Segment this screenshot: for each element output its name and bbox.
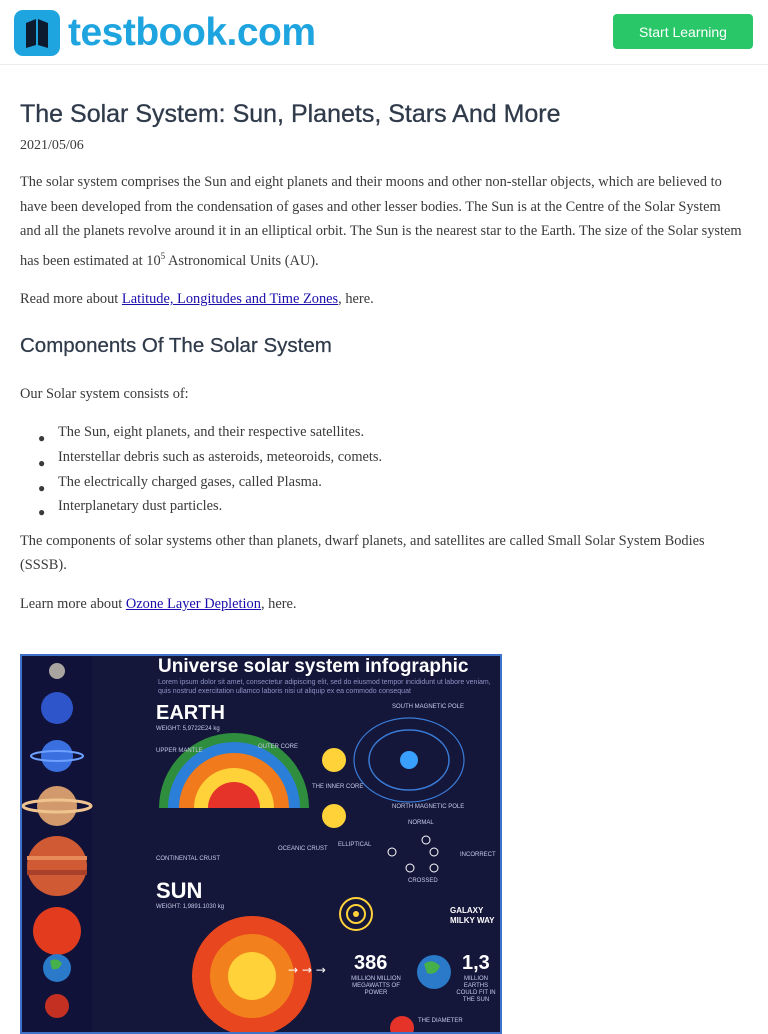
site-logo[interactable] [14, 10, 316, 56]
earths-stat: 1,3 [462, 952, 490, 974]
sun-small-icon [33, 907, 81, 955]
exponent: 5 [160, 250, 166, 261]
list-item: ● The Sun, eight planets, and their respective satellites. [20, 420, 742, 445]
incorrect-orbit-label: INCORRECT [460, 852, 496, 858]
start-learning-button[interactable]: Start Learning [613, 14, 753, 49]
earths-caption: MILLION EARTHS COULD FIT IN THE SUN [456, 976, 496, 1003]
learn-more-paragraph: Learn more about Ozone Layer Depletion, here. [20, 595, 297, 612]
list-item: ● Interstellar debris such as asteroids, meteoroids, comets. [20, 445, 742, 470]
venus-icon [41, 692, 73, 724]
earth-weight: WEIGHT: 5,9722E24 kg [156, 726, 220, 732]
bullet-icon: ● [38, 431, 46, 446]
continental-crust-label: CONTINENTAL CRUST [156, 856, 221, 862]
inner-core-label: THE INNER CORE [312, 784, 364, 790]
north-pole-label: NORTH MAGNETIC POLE [392, 804, 465, 810]
bullet-icon: ● [38, 480, 46, 495]
latitude-longitudes-link[interactable]: Latitude, Longitudes and Time Zones [121, 291, 339, 308]
saturn-icon [37, 786, 77, 826]
components-list [20, 420, 742, 518]
logo-text: testbook.com [68, 11, 316, 54]
article [20, 98, 742, 617]
site-header [0, 0, 768, 65]
normal-orbit-label: NORMAL [408, 820, 434, 826]
article-title: The Solar System: Sun, Planets, Stars And More [20, 100, 561, 128]
mars-icon [45, 994, 69, 1018]
south-pole-label: SOUTH MAGNETIC POLE [392, 704, 465, 710]
neptune-icon [41, 740, 73, 772]
intro-paragraph: The solar system comprises the Sun and eight planets and their moons and other non-stellar objects, which are believed to have been developed from the condensation of gases and other lesser bodies. The Sun is at the Centre of the Solar System and all the planets revolve around it in an elliptical orbit. The Sun is the nearest star to the Earth. The size of the Solar system has been estimated at $10^5$ Astronomical Units (AU). [20, 174, 742, 269]
diameter-label: THE DIAMETER [418, 1018, 463, 1024]
list-item: ● The electrically charged gases, called Plasma. [20, 470, 742, 495]
oceanic-crust-label: OCEANIC CRUST [278, 846, 328, 852]
outer-core-label: OUTER CORE [258, 744, 299, 750]
jupiter-icon [27, 836, 87, 896]
magnetic-field-icon [400, 751, 418, 769]
consists-of-text: Our Solar system consists of: [20, 385, 189, 402]
infographic-art [22, 656, 500, 1032]
sun-weight: WEIGHT: 1,9891.1030 kg [156, 904, 225, 910]
ozone-layer-link[interactable]: Ozone Layer Depletion [125, 595, 261, 612]
testbook-logo-icon [14, 10, 60, 56]
mercury-icon [49, 663, 65, 679]
bullet-icon: ● [38, 455, 46, 470]
upper-mantle-label: UPPER MANTLE [156, 748, 203, 754]
crossed-orbit-label: CROSSED [408, 878, 438, 884]
svg-text:→ → →: → → → [288, 963, 326, 977]
bullet-icon: ● [38, 505, 46, 520]
power-stat: 386 [354, 952, 388, 974]
list-item: ● Interplanetary dust particles. [20, 494, 742, 519]
read-more-paragraph: Read more about Latitude, Longitudes and Time Zones, here. [20, 291, 374, 308]
sssb-paragraph: The components of solar systems other than planets, dwarf planets, and satellites are called Small Solar System Bodies (SSSB). [20, 532, 705, 574]
earth-label: EARTH [156, 702, 225, 724]
article-date: 2021/05/06 [20, 138, 84, 153]
sun-label: SUN [156, 878, 203, 903]
section-heading: Components Of The Solar System [20, 333, 332, 357]
elliptical-orbit-label: ELLIPTICAL [338, 842, 372, 848]
infographic-title: Universe solar system infographic [158, 656, 469, 677]
power-caption: MILLION MILLION MEGAWATTS OF POWER [351, 976, 401, 996]
core-legend-icon [322, 748, 346, 772]
solar-system-infographic [20, 654, 502, 1034]
galaxy-label: GALAXY MILKY WAY [450, 906, 495, 925]
infographic-subtitle: Lorem ipsum dolor sit amet, consectetur adipiscing elit, sed do eiusmod tempor incididunt ut labore veniam, quis nostrud exercitation ullamco laboris nisi ut aliquip ex ea commodo consequat [158, 679, 491, 695]
